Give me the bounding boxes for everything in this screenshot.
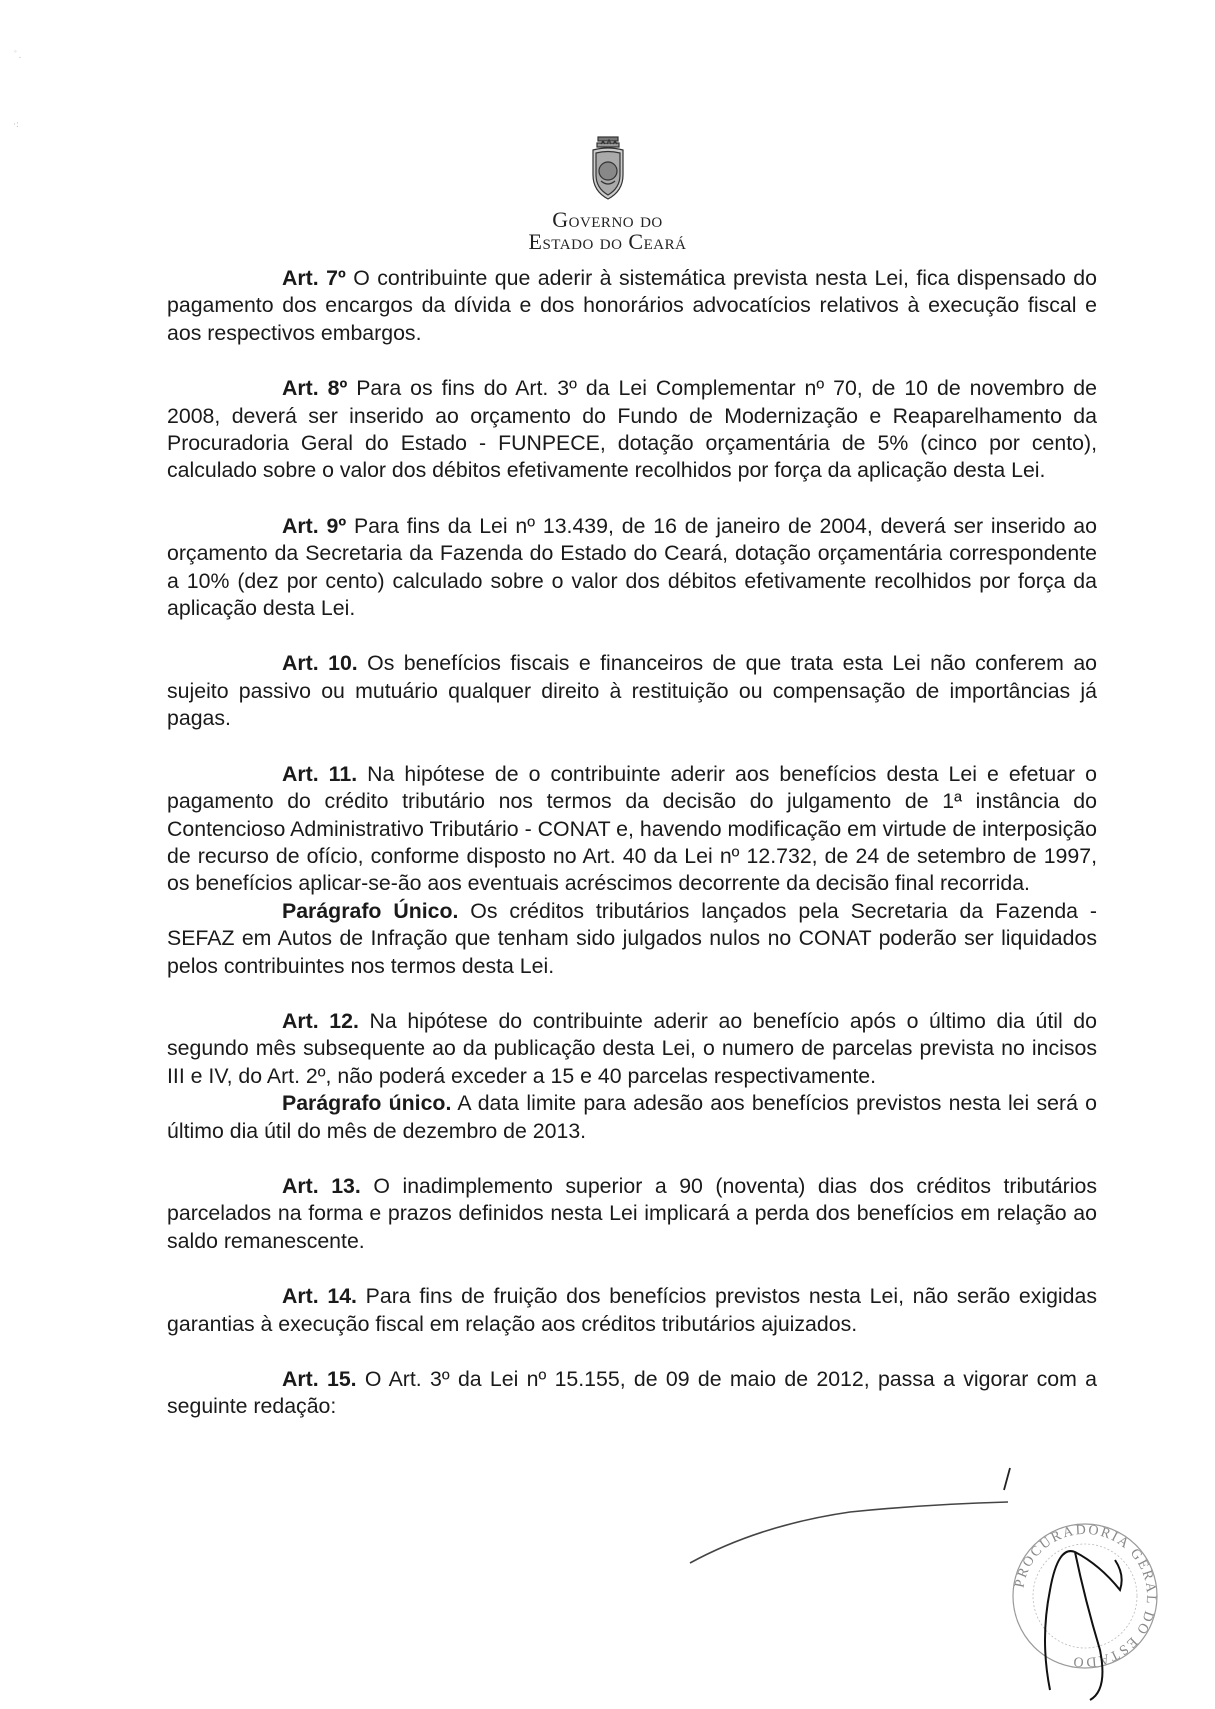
article-text: O inadimplemento superior a 90 (noventa) dias dos créditos tributários parcelados na forma e prazos definidos nesta Lei implicará a perda dos benefícios em relação ao saldo remanescente. <box>167 1173 1098 1253</box>
article-11-sole-paragraph <box>167 898 1097 980</box>
article-text: O Art. 3º da Lei nº 15.155, de 09 de maio de 2012, passa a vigorar com a seguinte redação: <box>167 1367 1098 1419</box>
article-label: Art. 9º <box>282 513 347 538</box>
article-label: Art. 7º <box>282 266 346 290</box>
article-12 <box>167 1008 1097 1090</box>
scan-artifact: ·: <box>13 120 19 130</box>
article-label: Art. 11. <box>282 761 358 786</box>
letterhead-line-2: Estado do Ceará <box>528 229 687 254</box>
article-label: Art. 15. <box>282 1367 357 1391</box>
article-text: Para fins da Lei nº 13.439, de 16 de janeiro de 2004, deverá ser inserido ao orçamento da Secretaria da Fazenda do Estado do Ceará, dotação orçamentária correspondente a 10% (dez por cento) calculado sobre o valor dos débitos efetivamente recolhidos por força da aplicação desta Lei. <box>167 513 1098 621</box>
official-seal-icon <box>1013 1523 1159 1669</box>
article-label: Art. 13. <box>282 1173 361 1198</box>
article-label: Art. 10. <box>282 651 358 676</box>
scan-artifact: ﾟ. <box>14 51 22 61</box>
article-text: Os benefícios fiscais e financeiros de que trata esta Lei não conferem ao sujeito passivo ou mutuário qualquer direito à restituição ou compensação de importâncias já pagas. <box>167 651 1098 731</box>
article-text: Para os fins do Art. 3º da Lei Complementar nº 70, de 10 de novembro de 2008, deverá ser inserido ao orçamento do Fundo de Modernização e Reaparelhamento da Procuradoria Geral do Estado - FUNPECE, dotação orçamentária de 5% (cinco por cento), calculado sobre o valor dos débitos efetivamente recolhidos por força da aplicação desta Lei. <box>167 376 1097 483</box>
article-9 <box>167 513 1097 623</box>
letterhead <box>0 135 1215 253</box>
handwritten-signature-icon <box>1045 1551 1122 1700</box>
ceara-coat-of-arms-icon <box>585 135 631 205</box>
seal-text: PROCURADORIA GERAL DO ESTADO <box>1012 1522 1159 1670</box>
paragraph-text: A data limite para adesão aos benefícios previstos nesta lei será o último dia útil do mês de dezembro de 2013. <box>167 1091 1098 1143</box>
article-10 <box>167 650 1097 732</box>
article-label: Art. 14. <box>282 1284 357 1309</box>
article-15 <box>167 1366 1097 1421</box>
article-label: Art. 8º <box>282 376 348 401</box>
article-text: Na hipótese de o contribuinte aderir aos benefícios desta Lei e efetuar o pagamento do crédito tributário nos termos da decisão do julgamento de 1ª instância do Contencioso Administrativo Tributário - CONAT e, havendo modificação em virtude de interposição de recurso de ofício, conforme disposto no Art. 40 da Lei nº 12.732, de 24 de setembro de 1997, os benefícios aplicar-se-ão aos eventuais acréscimos decorrente da decisão final recorrida. <box>167 761 1097 896</box>
article-14 <box>167 1283 1097 1338</box>
article-8 <box>167 375 1097 485</box>
pen-mark-icon <box>1004 1468 1010 1490</box>
handwritten-signature-icon <box>690 1502 1008 1563</box>
article-text: Para fins de fruição dos benefícios previstos nesta Lei, não serão exigidas garantias à execução fiscal em relação aos créditos tributários ajuizados. <box>167 1284 1098 1336</box>
letterhead-line-1: Governo do <box>552 207 663 232</box>
paragraph-text: Os créditos tributários lançados pela Secretaria da Fazenda - SEFAZ em Autos de Infração que tenham sido julgados nulos no CONAT poderão ser liquidados pelos contribuintes nos termos desta Lei. <box>167 898 1098 978</box>
article-11 <box>167 761 1097 898</box>
article-12-sole-paragraph <box>167 1090 1097 1145</box>
law-text-body <box>167 265 1097 1421</box>
article-7 <box>167 265 1097 347</box>
paragraph-label: Parágrafo único. <box>282 1091 452 1116</box>
article-text: Na hipótese do contribuinte aderir ao benefício após o último dia útil do segundo mês subsequente ao da publicação desta Lei, o numero de parcelas prevista no incisos III e IV, do Art. 2º, não poderá exceder a 15 e 40 parcelas respectivamente. <box>167 1008 1097 1088</box>
article-text: O contribuinte que aderir à sistemática prevista nesta Lei, fica dispensado do pagamento dos encargos da dívida e dos honorários advocatícios relativos à execução fiscal e aos respectivos embargos. <box>167 266 1098 345</box>
paragraph-label: Parágrafo Único. <box>282 898 459 923</box>
article-label: Art. 12. <box>282 1008 359 1033</box>
article-13 <box>167 1173 1097 1255</box>
svg-text:PROCURADORIA GERAL DO ESTADO <box>1013 1523 1159 1669</box>
